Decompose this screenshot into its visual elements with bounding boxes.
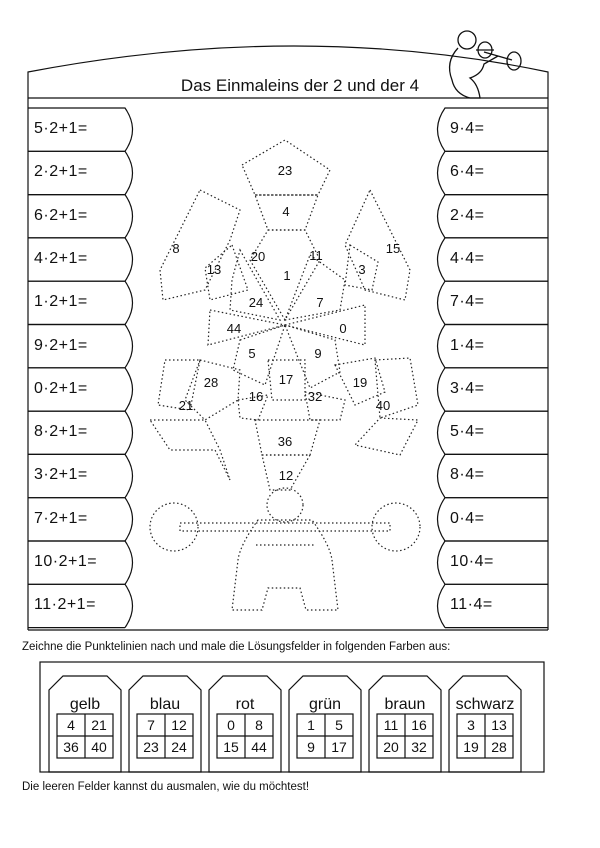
right-task: 0·4= (450, 509, 485, 527)
right-task: 8·4= (450, 466, 485, 484)
house-cell[interactable]: 16 (411, 717, 427, 733)
puzzle-number: 4 (282, 204, 290, 219)
puzzle-number: 44 (226, 321, 242, 336)
house-cell[interactable]: 21 (91, 717, 107, 733)
puzzle-number: 23 (277, 163, 293, 178)
house-cell[interactable]: 32 (411, 739, 427, 755)
right-task: 5·4= (450, 423, 485, 441)
puzzle-number: 32 (307, 389, 323, 404)
puzzle-number: 28 (203, 375, 219, 390)
house-cell[interactable]: 13 (491, 717, 507, 733)
color-house-rot (209, 676, 281, 772)
puzzle-number: 0 (339, 321, 347, 336)
house-cell[interactable]: 12 (171, 717, 187, 733)
left-task: 3·2+1= (34, 466, 88, 484)
house-color-label: schwarz (455, 696, 515, 713)
puzzle-number: 19 (352, 375, 368, 390)
puzzle-number: 3 (358, 262, 366, 277)
color-house-schwarz (449, 676, 521, 772)
instruction-text: Zeichne die Punktelinien nach und male die Lösungsfelder in folgenden Farben aus: (22, 641, 451, 653)
puzzle-number: 1 (283, 268, 291, 283)
left-task: 1·2+1= (34, 293, 88, 311)
puzzle-number: 17 (278, 372, 294, 387)
left-task: 11·2+1= (34, 596, 96, 614)
puzzle-number: 5 (248, 346, 256, 361)
house-cell[interactable]: 44 (251, 739, 267, 755)
puzzle-number: 36 (277, 434, 293, 449)
house-cell[interactable]: 36 (63, 739, 79, 755)
house-cell[interactable]: 3 (467, 717, 475, 733)
page-title: Das Einmaleins der 2 und der 4 (180, 76, 420, 95)
puzzle-number: 40 (375, 398, 391, 413)
house-cell[interactable]: 9 (307, 739, 315, 755)
house-cell[interactable]: 7 (147, 717, 155, 733)
puzzle-number: 8 (172, 241, 180, 256)
color-house-blau (129, 676, 201, 772)
right-task: 2·4= (450, 206, 485, 224)
house-cell[interactable]: 4 (67, 717, 75, 733)
right-task: 9·4= (450, 120, 485, 137)
left-task: 2·2+1= (34, 163, 88, 181)
left-task: 5·2+1= (34, 120, 88, 137)
house-cell[interactable]: 19 (463, 739, 479, 755)
house-cell[interactable]: 11 (383, 717, 399, 733)
puzzle-number: 16 (248, 389, 264, 404)
house-cell[interactable]: 5 (335, 717, 343, 733)
right-task: 7·4= (450, 293, 485, 311)
house-cell[interactable]: 15 (223, 739, 239, 755)
house-cell[interactable]: 20 (383, 739, 399, 755)
right-task: 4·4= (450, 249, 485, 267)
house-cell[interactable]: 8 (255, 717, 263, 733)
house-color-label: rot (235, 696, 255, 713)
puzzle-number: 24 (248, 295, 264, 310)
puzzle-number: 9 (314, 346, 322, 361)
puzzle-number: 12 (278, 468, 294, 483)
house-cell[interactable]: 17 (331, 739, 347, 755)
puzzle-number: 13 (206, 262, 222, 277)
puzzle-number: 11 (309, 248, 323, 263)
puzzle-number: 21 (178, 398, 194, 413)
footer-text: Die leeren Felder kannst du ausmalen, wie du möchtest! (22, 781, 310, 793)
left-task: 9·2+1= (34, 336, 88, 354)
left-task: 7·2+1= (34, 509, 88, 527)
left-task: 4·2+1= (34, 249, 88, 267)
house-cell[interactable]: 40 (91, 739, 107, 755)
house-cell[interactable]: 1 (307, 717, 315, 733)
left-task: 0·2+1= (34, 379, 88, 397)
house-color-label: gelb (69, 696, 101, 713)
color-house-grün (289, 676, 361, 772)
house-color-label: blau (149, 696, 181, 713)
right-task: 11·4= (450, 596, 493, 614)
house-color-label: braun (384, 696, 426, 713)
right-task: 10·4= (450, 553, 494, 570)
puzzle-number: 15 (385, 241, 401, 256)
left-task: 10·2+1= (34, 553, 98, 570)
house-cell[interactable]: 24 (171, 739, 187, 755)
color-house-gelb (49, 676, 121, 772)
puzzle-number: 20 (250, 249, 266, 264)
right-task: 6·4= (450, 163, 485, 181)
house-cell[interactable]: 23 (143, 739, 159, 755)
right-task: 1·4= (450, 336, 485, 354)
house-cell[interactable]: 0 (227, 717, 235, 733)
puzzle-number: 7 (316, 295, 324, 310)
left-task: 6·2+1= (34, 206, 88, 224)
right-task: 3·4= (450, 379, 485, 397)
color-house-braun (369, 676, 441, 772)
house-cell[interactable]: 28 (491, 739, 507, 755)
left-task: 8·2+1= (34, 423, 88, 441)
house-color-label: grün (308, 696, 342, 713)
